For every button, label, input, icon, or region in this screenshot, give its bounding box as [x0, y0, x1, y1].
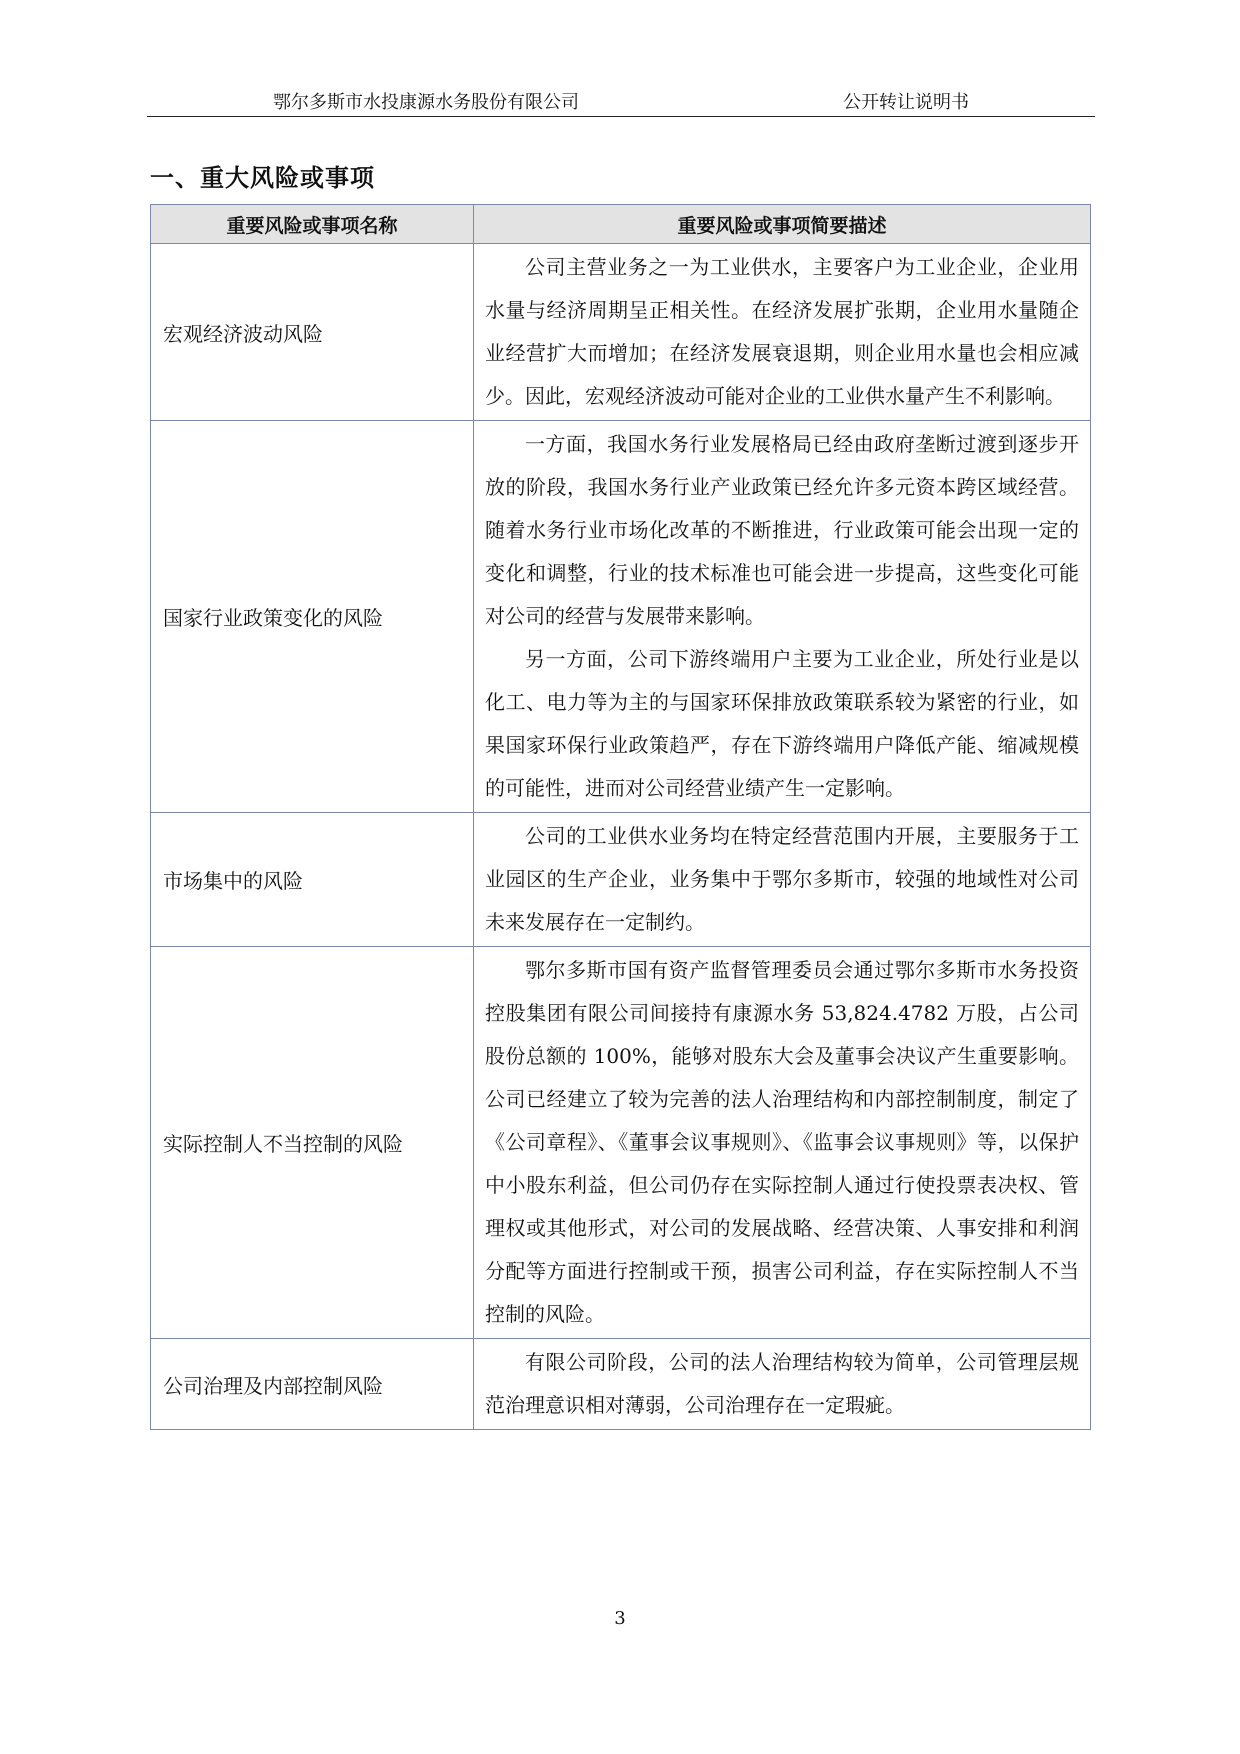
risk-name: 实际控制人不当控制的风险 [151, 947, 474, 1339]
risk-description [474, 813, 1091, 947]
risk-description [474, 947, 1091, 1339]
page-header [147, 86, 1095, 117]
risk-name: 宏观经济波动风险 [151, 244, 474, 421]
description-paragraph: 公司的工业供水业务均在特定经营范围内开展，主要服务于工业园区的生产企业，业务集中于鄂尔多斯市，较强的地域性对公司未来发展存在一定制约。 [485, 824, 1079, 934]
risk-name: 国家行业政策变化的风险 [151, 421, 474, 813]
risk-description [474, 1339, 1091, 1430]
description-paragraph: 另一方面，公司下游终端用户主要为工业企业，所处行业是以化工、电力等为主的与国家环保排放政策联系较为紧密的行业，如果国家环保行业政策趋严，存在下游终端用户降低产能、缩减规模的可能性，进而对公司经营业绩产生一定影响。 [485, 647, 1079, 800]
description-paragraph: 鄂尔多斯市国有资产监督管理委员会通过鄂尔多斯市水务投资控股集团有限公司间接持有康源水务 53,824.4782 万股，占公司股份总额的 100%，能够对股东大会及董事会决议产生重要影响。公司已经建立了较为完善的法人治理结构和内部控制制度，制定了《公司章程》、《董事会议事规则》、《监事会议事规则》等，以保护中小股东利益，但公司仍存在实际控制人通过行使投票表决权、管理权或其他形式，对公司的发展战略、经营决策、人事安排和利润分配等方面进行控制或干预，损害公司利益，存在实际控制人不当控制的风险。 [485, 958, 1079, 1326]
table-row [151, 947, 1091, 1339]
column-header-description: 重要风险或事项简要描述 [474, 205, 1091, 244]
risk-table [150, 204, 1091, 1430]
column-header-name: 重要风险或事项名称 [151, 205, 474, 244]
table-row [151, 421, 1091, 813]
table-header-row [151, 205, 1091, 244]
table-row [151, 1339, 1091, 1430]
table-row [151, 813, 1091, 947]
description-paragraph: 公司主营业务之一为工业供水，主要客户为工业企业，企业用水量与经济周期呈正相关性。在经济发展扩张期，企业用水量随企业经营扩大而增加；在经济发展衰退期，则企业用水量也会相应减少。因此，宏观经济波动可能对企业的工业供水量产生不利影响。 [485, 255, 1079, 408]
table-row [151, 244, 1091, 421]
risk-name: 公司治理及内部控制风险 [151, 1339, 474, 1430]
risk-description [474, 244, 1091, 421]
risk-description [474, 421, 1091, 813]
page-number: 3 [614, 1608, 626, 1629]
section-title: 一、重大风险或事项 [150, 164, 375, 192]
header-document-type: 公开转让说明书 [843, 92, 969, 113]
risk-name: 市场集中的风险 [151, 813, 474, 947]
header-company-name: 鄂尔多斯市水投康源水务股份有限公司 [273, 92, 579, 113]
description-paragraph: 有限公司阶段，公司的法人治理结构较为简单，公司管理层规范治理意识相对薄弱，公司治理存在一定瑕疵。 [485, 1350, 1079, 1417]
description-paragraph: 一方面，我国水务行业发展格局已经由政府垄断过渡到逐步开放的阶段，我国水务行业产业政策已经允许多元资本跨区域经营。随着水务行业市场化改革的不断推进，行业政策可能会出现一定的变化和调整，行业的技术标准也可能会进一步提高，这些变化可能对公司的经营与发展带来影响。 [485, 432, 1079, 628]
